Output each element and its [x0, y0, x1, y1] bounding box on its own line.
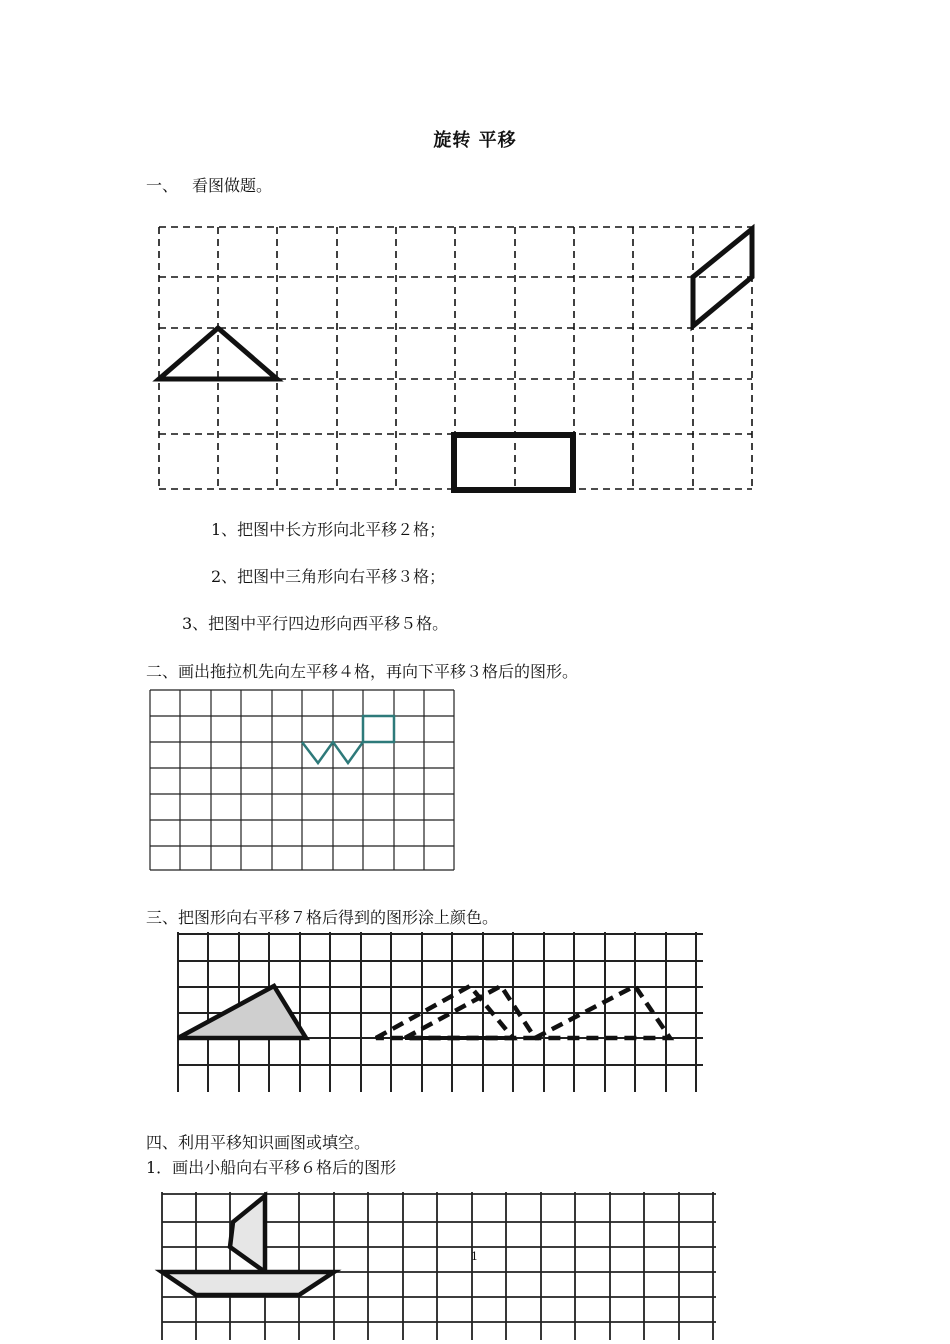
grid-4 [158, 1192, 718, 1340]
tractor-shape [302, 716, 394, 763]
grid-3 [173, 932, 703, 1094]
section1-item-2: 2、把图中三角形向右平移３格； [211, 567, 446, 586]
section1-heading: 看图做题。 [192, 176, 273, 195]
boat-shape [162, 1196, 334, 1295]
boat-hull [162, 1272, 334, 1295]
section3-heading: 三、把图形向右平移７格后得到的图形涂上颜色。 [146, 908, 499, 927]
grid-2 [148, 688, 458, 873]
boat-sail [230, 1196, 265, 1272]
section1-item-1: 1、把图中长方形向北平移２格； [211, 520, 446, 539]
section4-sub1: 1．画出小船向右平移６格后的图形 [146, 1158, 397, 1177]
section1-item-3: 3、把图中平行四边形向西平移５格。 [182, 614, 449, 633]
grid-1 [156, 224, 756, 494]
section1-number: 一、 [146, 176, 179, 195]
section4-heading: 四、利用平移知识画图或填空。 [146, 1133, 371, 1152]
rectangle-shape [454, 435, 573, 490]
page-title: 旋转 平移 [433, 130, 517, 151]
section2-heading: 二、画出拖拉机先向左平移４格，再向下平移３格后的图形。 [146, 662, 579, 681]
page-number: 1 [471, 1250, 478, 1263]
